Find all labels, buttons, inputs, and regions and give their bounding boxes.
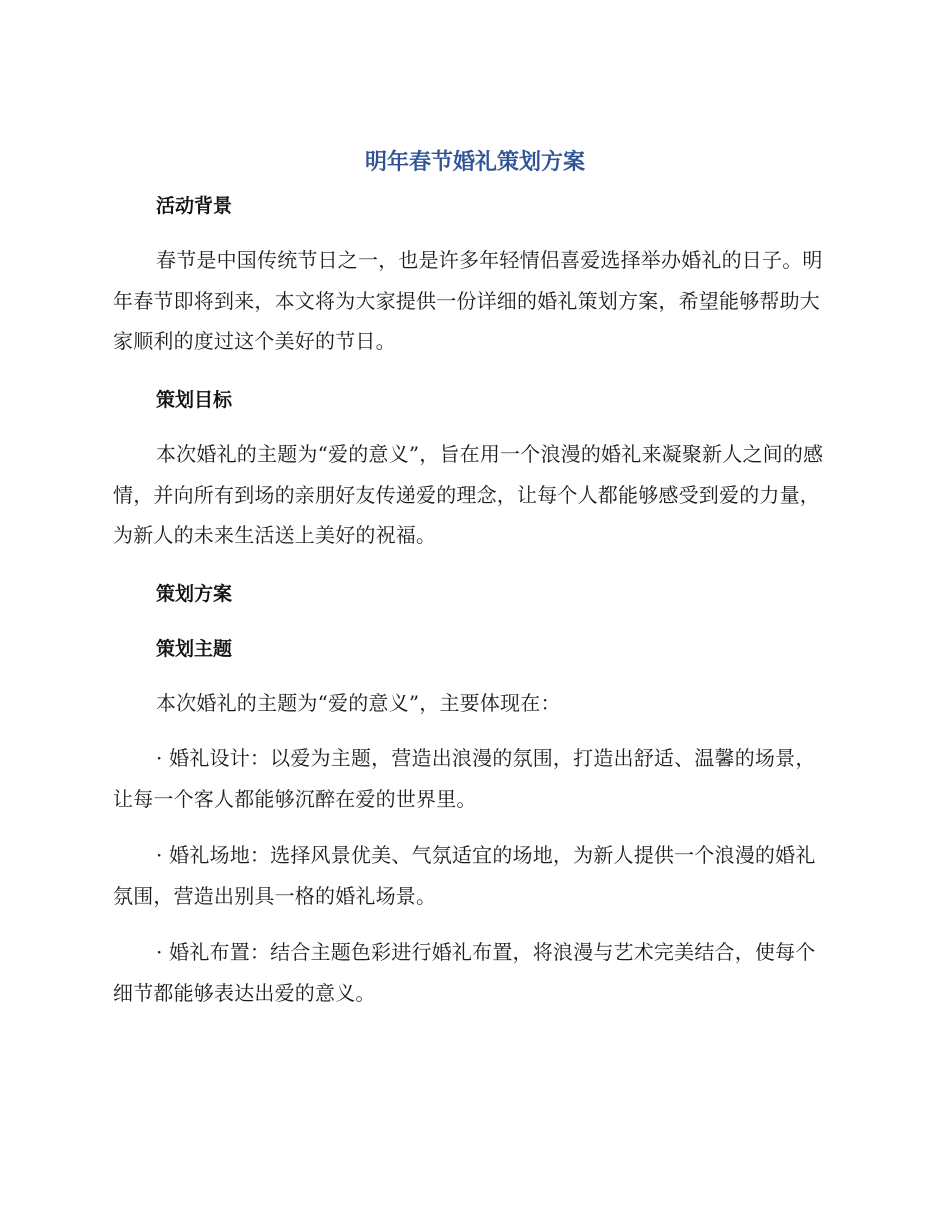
heading-goal: 策划目标 — [156, 389, 233, 411]
list-item-design: · 婚礼设计：以爱为主题，营造出浪漫的氛围，打造出舒适、温馨的场景，让每一个客人都能够沉醉在爱的世界里。 — [113, 746, 816, 811]
paragraph-theme-intro: 本次婚礼的主题为“爱的意义”，主要体现在： — [156, 691, 561, 715]
heading-plan: 策划方案 — [156, 583, 233, 605]
list-item-decor: · 婚礼布置：结合主题色彩进行婚礼布置，将浪漫与艺术完美结合，使每个细节都能够表达出爱的意义。 — [113, 940, 816, 1005]
list-item-venue: · 婚礼场地：选择风景优美、气氛适宜的场地，为新人提供一个浪漫的婚礼氛围，营造出别具一格的婚礼场景。 — [113, 843, 816, 908]
heading-background: 活动背景 — [156, 195, 233, 217]
paragraph-background: 春节是中国传统节日之一，也是许多年轻情侣喜爱选择举办婚礼的日子。明年春节即将到来，本文将为大家提供一份详细的婚礼策划方案，希望能够帮助大家顺利的度过这个美好的节日。 — [113, 248, 823, 353]
paragraph-goal: 本次婚礼的主题为“爱的意义”，旨在用一个浪漫的婚礼来凝聚新人之间的感情，并向所有到场的亲朋好友传递爱的理念，让每个人都能够感受到爱的力量，为新人的未来生活送上美好的祝福。 — [113, 442, 824, 547]
document-title: 明年春节婚礼策划方案 — [364, 150, 585, 175]
heading-theme: 策划主题 — [156, 638, 233, 660]
